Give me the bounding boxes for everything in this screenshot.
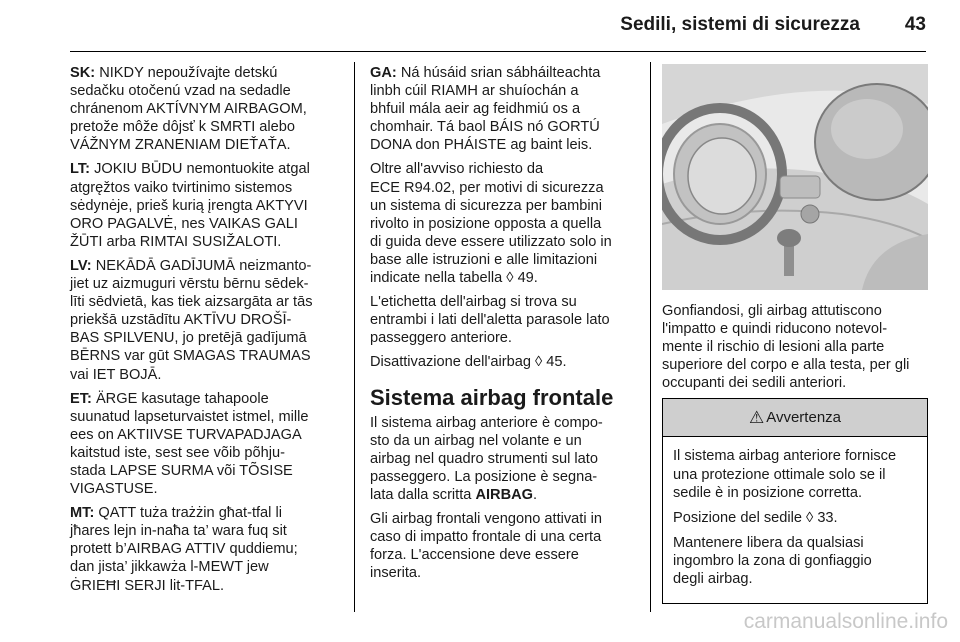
column-divider-2: [650, 62, 651, 612]
system-line-4-suffix: .: [533, 486, 538, 503]
text-et-4: stada LAPSE SURMA või TÕSISE: [70, 462, 293, 479]
system-line-1: sto da un airbag nel volante e un: [370, 432, 582, 449]
system-line-3: passeggero. La posizione è segna-: [370, 468, 598, 485]
warning-p1-line-0: Il sistema airbag anteriore fornisce: [673, 448, 897, 465]
warning-p3-line-2: degli airbag.: [673, 571, 753, 588]
text-et-2: ees on AKTIIVSE TURVAPADJAGA: [70, 426, 302, 443]
label-line-0: L'etichetta dell'airbag si trova su: [370, 294, 577, 311]
text-sk-4: VÁŽNYM ZRANENIAM DIEŤAŤA.: [70, 137, 291, 154]
watermark-text: carmanualsonline.info: [743, 610, 948, 633]
text-mt-2: protett b’AIRBAG ATTIV quddiemu;: [70, 541, 298, 558]
lang-code-ga: GA:: [370, 65, 397, 81]
text-lt-0: JOKIU BŪDU nemontuokite atgal: [94, 161, 310, 178]
warning-et: [70, 390, 348, 499]
text-sk-3: pretože môže dôjsť k SMRTI alebo: [70, 119, 296, 136]
warning-header: [663, 399, 927, 437]
warning-ga: [370, 64, 638, 154]
text-sk-2: chránenom AKTÍVNYM AIRBAGOM,: [70, 101, 307, 118]
text-lt-3: ORO PAGALVĖ, nes VAIKAS GALI: [70, 215, 298, 232]
warning-p3-line-0: Mantenere libera da qualsiasi: [673, 534, 864, 551]
paragraph-ece-notice: [370, 160, 638, 287]
system-line-4: [370, 486, 638, 504]
activation-line-3: inserita.: [370, 565, 422, 582]
warning-p1-line-2: sedile è in posizione corretta.: [673, 484, 863, 501]
text-ga-4: DONA don PHÁISTE ag baint leis.: [370, 137, 593, 154]
text-ga-1: linbh cúil RIAMH ar shuíochán a: [370, 83, 579, 100]
activation-line-2: forza. L'accensione deve essere: [370, 547, 579, 564]
paragraph-label-location: [370, 293, 638, 347]
ece-line-6-table-ref[interactable]: indicate nella tabella ◊ 49.: [370, 270, 538, 287]
warning-lv: [70, 257, 348, 384]
text-lt-4: ŽŪTI arba RIMTAI SUSIŽALOTI.: [70, 233, 282, 250]
airbag-label-text: AIRBAG: [475, 486, 534, 503]
text-sk-0: NIKDY nepoužívajte detskú: [99, 65, 278, 81]
warning-title: Avvertenza: [766, 408, 841, 426]
warning-sk: [70, 64, 348, 154]
text-et-0: ÄRGE kasutage tahapoole: [95, 390, 269, 407]
warning-mt: [70, 504, 348, 594]
activation-line-1: caso di impatto frontale di una certa: [370, 529, 602, 546]
airbag-deactivation-link[interactable]: Disattivazione dell'airbag ◊ 45.: [370, 354, 567, 371]
text-mt-3: dan jista’ jikkawża l-MEWT jew: [70, 559, 269, 576]
paragraph-airbag-system: [370, 414, 638, 504]
ece-line-2: un sistema di sicurezza per bambini: [370, 197, 602, 214]
text-mt-1: jħares lejn in-naħa ta’ wara fuq sit: [70, 523, 287, 540]
column-divider-1: [354, 62, 355, 612]
ece-line-0: Oltre all'avviso richiesto da: [370, 161, 544, 178]
caption-line-0: Gonfiandosi, gli airbag attutiscono: [662, 303, 882, 319]
label-line-2: passeggero anteriore.: [370, 330, 512, 347]
system-line-4-prefix: lata dalla scritta: [370, 486, 476, 503]
section-title: Sistema airbag frontale: [370, 384, 614, 410]
text-lv-0: NEKĀDĀ GADĪJUMĀ neizmanto-: [95, 257, 312, 274]
caption-line-4: occupanti dei sedili anteriori.: [662, 375, 847, 392]
airbag-illustration-svg: [662, 64, 928, 290]
paragraph-activation: [370, 510, 638, 582]
text-mt-4: ĠRIEĦI SERJI lit-TFAL.: [70, 577, 225, 594]
ece-line-1: ECE R94.02, per motivi di sicurezza: [370, 179, 604, 196]
text-ga-0: Ná húsáid srian sábháilteachta: [400, 65, 601, 81]
warning-p3-line-1: ingombro la zona di gonfiaggio: [673, 552, 872, 569]
column-1: [70, 64, 348, 601]
activation-line-0: Gli airbag frontali vengono attivati in: [370, 510, 603, 527]
column-2: [370, 64, 638, 588]
text-lv-6: vai IET BOJĀ.: [70, 366, 162, 383]
warning-box: [662, 398, 928, 604]
column-3: [662, 64, 928, 604]
lang-code-et: ET:: [70, 390, 92, 407]
label-line-1: entrambi i lati dell'aletta parasole lato: [370, 312, 610, 329]
warning-para-3: [673, 534, 921, 588]
figure-caption: [662, 302, 928, 392]
warning-para-1: [673, 447, 921, 501]
warning-p1-line-1: una protezione ottimale solo se il: [673, 466, 886, 483]
text-lv-4: BAS SPILVENU, jo pretējā gadījumā: [70, 330, 307, 347]
text-sk-1: sedačku otočenú vzad na sedadle: [70, 83, 291, 100]
text-et-1: suunatud lapseturvaistet istmel, mille: [70, 408, 309, 425]
text-mt-0: QATT tuża trażżin għat-tfal li: [98, 505, 282, 522]
text-ga-3: chomhair. Tá baol BÁIS nó GORTÚ: [370, 119, 600, 136]
text-lv-3: priekšā uzstādītu AKTĪVU DROŠĪ-: [70, 312, 292, 329]
airbag-illustration: [662, 64, 928, 290]
text-lv-5: BĒRNS var gūt SMAGAS TRAUMAS: [70, 348, 311, 365]
lang-code-lv: LV:: [70, 257, 92, 274]
caption-line-3: superiore del corpo e alla testa, per gli: [662, 357, 910, 374]
text-et-3: kaitstud iste, sest see võib põhju-: [70, 444, 285, 461]
lang-code-sk: SK:: [70, 65, 96, 81]
warning-body: [663, 437, 927, 603]
text-lt-1: atgręžtos vaiko tvirtinimo sistemos: [70, 179, 293, 196]
page-header: [70, 0, 926, 52]
lang-code-lt: LT:: [70, 161, 90, 178]
system-line-0: Il sistema airbag anteriore è compo-: [370, 414, 603, 431]
text-et-5: VIGASTUSE.: [70, 481, 158, 498]
caption-line-1: l'impatto e quindi riducono notevol-: [662, 321, 888, 338]
text-lv-2: līti sēdvietā, kas tiek aizsargāta ar tās: [70, 294, 313, 311]
text-lt-2: sėdynėje, prieš kurią įrengta AKTYVI: [70, 197, 308, 214]
ece-line-5: base alle istruzioni e alle limitazioni: [370, 251, 598, 268]
warning-triangle-icon: ⚠: [748, 407, 765, 427]
page-number: 43: [904, 14, 926, 35]
lang-code-mt: MT:: [70, 505, 95, 522]
warning-lt: [70, 160, 348, 250]
ece-line-4: di guida deve essere utilizzato solo in: [370, 233, 612, 250]
text-lv-1: jiet uz aizmuguri vērstu bērnu sēdek-: [70, 276, 309, 293]
seat-position-link[interactable]: Posizione del sedile ◊ 33.: [673, 509, 838, 526]
page-title: Sedili, sistemi di sicurezza: [620, 14, 860, 35]
ece-line-3: rivolto in posizione opposta a quella: [370, 215, 602, 232]
caption-line-2: mente il rischio di lesioni alla parte: [662, 339, 885, 356]
system-line-2: airbag nel quadro strumenti sul lato: [370, 450, 598, 467]
text-ga-2: bhfuil mála aeir ag feidhmiú os a: [370, 101, 581, 118]
